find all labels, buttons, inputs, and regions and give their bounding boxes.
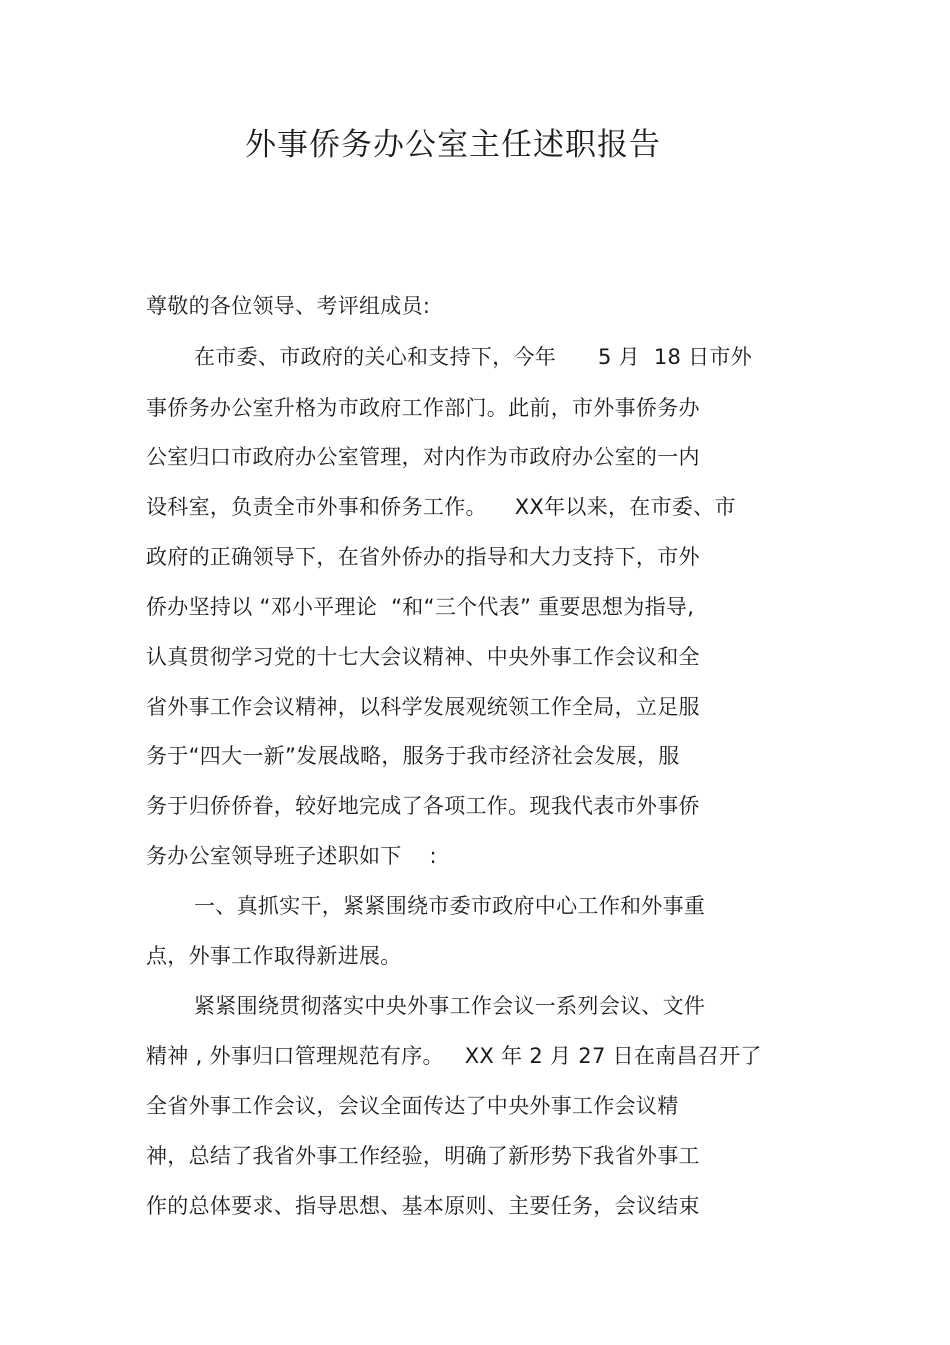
document-title: 外事侨务办公室主任述职报告 [245, 127, 661, 163]
body-line: 紧紧围绕贯彻落实中央外事工作会议一系列会议、文件 [194, 994, 706, 1018]
body-line: 务于“四大一新”发展战略，服务于我市经济社会发展，服 [146, 744, 680, 768]
body-line: 神，总结了我省外事工作经验，明确了新形势下我省外事工 [146, 1144, 700, 1168]
body-line: 作的总体要求、指导思想、基本原则、主要任务，会议结束 [146, 1194, 700, 1218]
body-line: 侨办坚持以 “邓小平理论 “和“三个代表” 重要思想为指导, [146, 595, 695, 619]
body-line: 公室归口市政府办公室管理，对内作为市政府办公室的一内 [146, 445, 700, 469]
body-line: 务于归侨侨眷，较好地完成了各项工作。现我代表市外事侨 [146, 794, 700, 818]
body-line: 省外事工作会议精神，以科学发展观统领工作全局，立足服 [146, 695, 700, 719]
body-line: 务办公室领导班子述职如下 : [146, 844, 437, 868]
body-line: 设科室，负责全市外事和侨务工作。 XX年以来，在市委、市 [146, 495, 736, 519]
body-line: 事侨务办公室升格为市政府工作部门。此前，市外事侨务办 [146, 396, 700, 420]
body-line: 认真贯彻学习党的十七大会议精神、中央外事工作会议和全 [146, 645, 700, 669]
body-line: 政府的正确领导下，在省外侨办的指导和大力支持下，市外 [146, 545, 700, 569]
section-heading-line: 一、真抓实干，紧紧围绕市委市政府中心工作和外事重 [194, 894, 706, 918]
body-line: 在市委、市政府的关心和支持下，今年 5 月 18 日市外 [194, 345, 753, 369]
section-heading-line: 点，外事工作取得新进展。 [146, 944, 402, 968]
body-line: 全省外事工作会议，会议全面传达了中央外事工作会议精 [146, 1094, 679, 1118]
salutation-line: 尊敬的各位领导、考评组成员: [146, 294, 431, 318]
body-line: 精神 , 外事归口管理规范有序。 XX 年 2 月 27 日在南昌召开了 [146, 1044, 762, 1068]
